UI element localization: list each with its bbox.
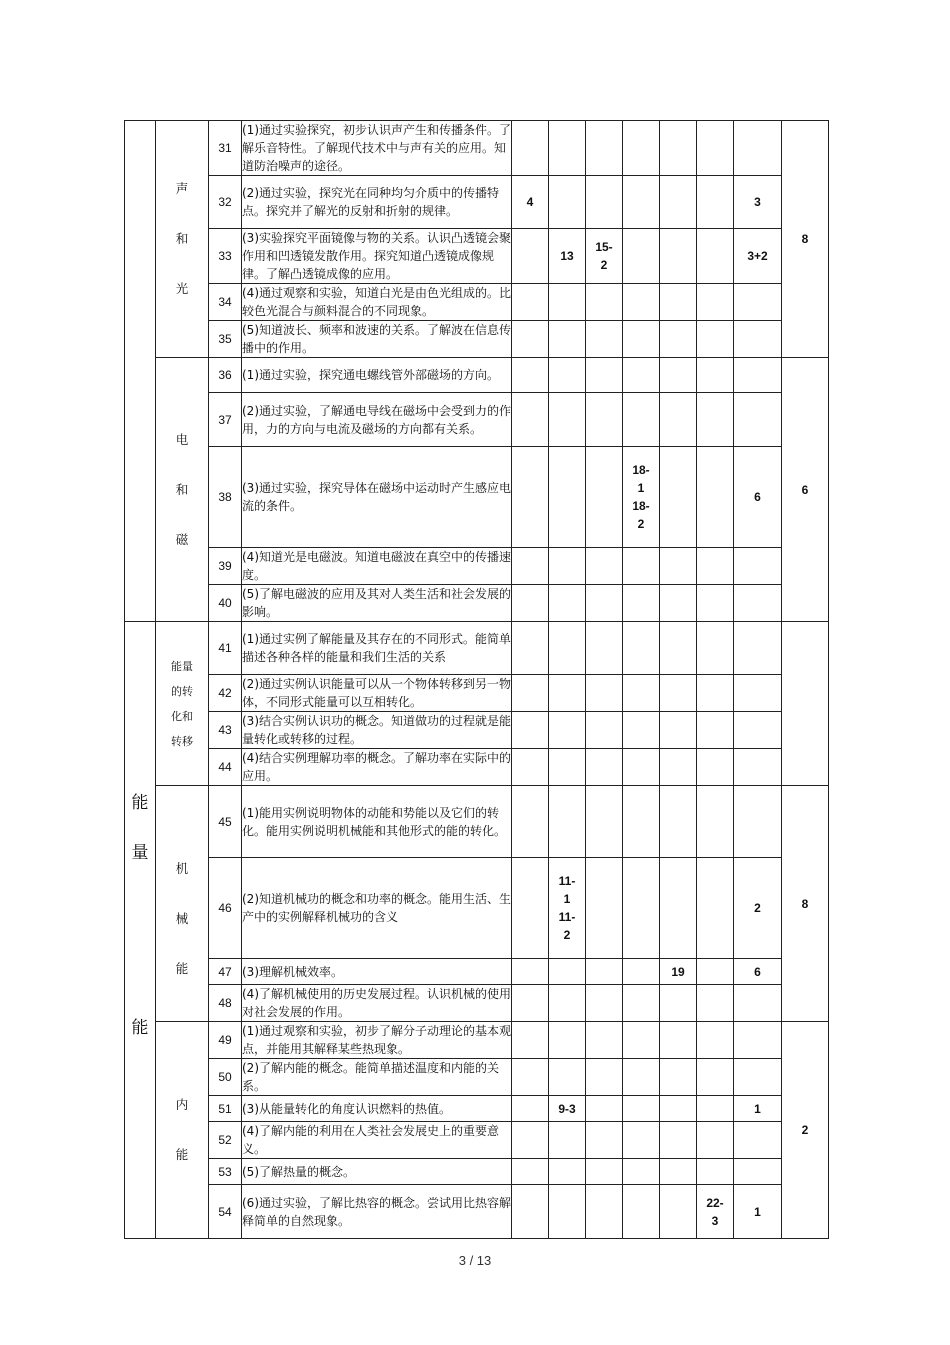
requirement-text: (3)理解机械效率。 xyxy=(242,959,512,985)
row-number: 34 xyxy=(209,284,242,321)
score-cell: 6 xyxy=(734,447,782,548)
requirement-text: (6)通过实验，了解比热容的概念。尝试用比热容解释简单的自然现象。 xyxy=(242,1185,512,1239)
row-number: 44 xyxy=(209,749,242,786)
subcategory-char: 化和 xyxy=(171,709,193,723)
subcategory-char: 能量 xyxy=(171,659,193,673)
row-number: 54 xyxy=(209,1185,242,1239)
main-category-char: 量 xyxy=(131,842,149,863)
row-number: 47 xyxy=(209,959,242,985)
main-category-energy xyxy=(125,622,156,1239)
row-number: 41 xyxy=(209,622,242,675)
subcategory-char: 声 xyxy=(175,181,189,196)
table-row xyxy=(125,749,829,786)
subcategory-char: 械 xyxy=(175,910,189,926)
requirement-text: (5)知道波长、频率和波速的关系。了解波在信息传播中的作用。 xyxy=(242,321,512,358)
subcategory-char: 和 xyxy=(175,231,189,246)
score-line: 18- xyxy=(632,499,650,513)
table-row xyxy=(125,358,829,393)
table-row xyxy=(125,858,829,959)
group-total: 2 xyxy=(782,1022,829,1239)
subcategory-char: 的转 xyxy=(171,684,193,698)
requirement-text: (4)结合实例理解功率的概念。了解功率在实际中的应用。 xyxy=(242,749,512,786)
score-cell: 9-3 xyxy=(549,1096,586,1122)
requirement-text: (3)实验探究平面镜像与物的关系。认识凸透镜会聚作用和凹透镜发散作用。探究知道凸透镜成像规律。了解凸透镜成像的应用。 xyxy=(242,229,512,284)
subcategory-char: 电 xyxy=(175,431,189,447)
subcategory-char: 磁 xyxy=(175,531,189,547)
requirement-text: (2)通过实例认识能量可以从一个物体转移到另一物体，不同形式能量可以互相转化。 xyxy=(242,675,512,712)
subcategory-char: 能 xyxy=(175,960,189,976)
table-row xyxy=(125,959,829,985)
score-line: 1 xyxy=(637,481,645,495)
score-line: 2 xyxy=(563,928,571,942)
score-line: 11- xyxy=(558,910,576,924)
score-line: 11- xyxy=(558,874,576,888)
requirement-text: (5)了解热量的概念。 xyxy=(242,1159,512,1185)
requirement-text: (3)通过实验，探究导体在磁场中运动时产生感应电流的条件。 xyxy=(242,447,512,548)
row-number: 52 xyxy=(209,1122,242,1159)
subcategory-energy-transfer xyxy=(156,622,209,786)
row-number: 35 xyxy=(209,321,242,358)
row-number: 46 xyxy=(209,858,242,959)
curriculum-table xyxy=(124,120,829,1239)
table-row xyxy=(125,321,829,358)
score-cell xyxy=(586,229,623,284)
score-cell: 2 xyxy=(734,858,782,959)
table-row xyxy=(125,1059,829,1096)
table-row xyxy=(125,121,829,176)
requirement-text: (5)了解电磁波的应用及其对人类生活和社会发展的影响。 xyxy=(242,585,512,622)
requirement-text: (4)知道光是电磁波。知道电磁波在真空中的传播速度。 xyxy=(242,548,512,585)
score-cell: 4 xyxy=(512,176,549,229)
score-cell: 19 xyxy=(660,959,697,985)
requirement-text: (1)能用实例说明物体的动能和势能以及它们的转化。能用实例说明机械能和其他形式的能的转化。 xyxy=(242,786,512,858)
subcategory-internal-energy xyxy=(156,1022,209,1239)
requirement-text: (3)从能量转化的角度认识燃料的热值。 xyxy=(242,1096,512,1122)
table-row xyxy=(125,1122,829,1159)
row-number: 39 xyxy=(209,548,242,585)
main-category-cell-empty xyxy=(125,121,156,622)
table-row xyxy=(125,786,829,858)
group-total: 6 xyxy=(782,358,829,622)
score-cell: 1 xyxy=(734,1096,782,1122)
score-cell xyxy=(697,1185,734,1239)
score-cell: 3 xyxy=(734,176,782,229)
score-cell xyxy=(549,858,586,959)
row-number: 49 xyxy=(209,1022,242,1059)
subcategory-char: 能 xyxy=(175,1147,189,1162)
table-row xyxy=(125,548,829,585)
subcategory-electricity-magnetism xyxy=(156,358,209,622)
score-cell: 13 xyxy=(549,229,586,284)
score-cell: 1 xyxy=(734,1185,782,1239)
table-row xyxy=(125,1185,829,1239)
score-cell: 3+2 xyxy=(734,229,782,284)
score-line: 2 xyxy=(637,517,645,531)
score-line: 15- xyxy=(595,240,613,254)
row-number: 51 xyxy=(209,1096,242,1122)
table-row xyxy=(125,447,829,548)
subcategory-char: 和 xyxy=(175,481,189,497)
table-row xyxy=(125,1159,829,1185)
main-category-char: 能 xyxy=(131,792,149,813)
score-line: 2 xyxy=(600,258,608,272)
row-number: 50 xyxy=(209,1059,242,1096)
table-row xyxy=(125,1096,829,1122)
subcategory-char: 内 xyxy=(175,1097,189,1112)
table-row xyxy=(125,712,829,749)
group-total: 8 xyxy=(782,786,829,1022)
subcategory-mechanical-energy xyxy=(156,786,209,1022)
requirement-text: (4)了解机械使用的历史发展过程。认识机械的使用对社会发展的作用。 xyxy=(242,985,512,1022)
page-number: 3 / 13 xyxy=(458,1253,492,1268)
row-number: 48 xyxy=(209,985,242,1022)
requirement-text: (2)通过实验，了解通电导线在磁场中会受到力的作用，力的方向与电流及磁场的方向都有关系。 xyxy=(242,393,512,447)
main-category-char: 能 xyxy=(131,1017,149,1038)
table-row xyxy=(125,284,829,321)
table-row xyxy=(125,622,829,675)
score-line: 1 xyxy=(563,892,571,906)
score-line: 3 xyxy=(711,1213,719,1228)
table-row xyxy=(125,176,829,229)
row-number: 38 xyxy=(209,447,242,548)
row-number: 45 xyxy=(209,786,242,858)
table-row xyxy=(125,585,829,622)
table-row xyxy=(125,393,829,447)
score-cell xyxy=(623,447,660,548)
requirement-text: (4)通过观察和实验，知道白光是由色光组成的。比较色光混合与颜料混合的不同现象。 xyxy=(242,284,512,321)
row-number: 53 xyxy=(209,1159,242,1185)
requirement-text: (1)通过实例了解能量及其存在的不同形式。能简单描述各种各样的能量和我们生活的关系 xyxy=(242,622,512,675)
requirement-text: (2)了解内能的概念。能简单描述温度和内能的关系。 xyxy=(242,1059,512,1096)
row-number: 36 xyxy=(209,358,242,393)
table-row xyxy=(125,675,829,712)
requirement-text: (1)通过实验，探究通电螺线管外部磁场的方向。 xyxy=(242,358,512,393)
table-row xyxy=(125,985,829,1022)
row-number: 42 xyxy=(209,675,242,712)
row-number: 32 xyxy=(209,176,242,229)
row-number: 40 xyxy=(209,585,242,622)
requirement-text: (2)知道机械功的概念和功率的概念。能用生活、生产中的实例解释机械功的含义 xyxy=(242,858,512,959)
table-row xyxy=(125,229,829,284)
row-number: 33 xyxy=(209,229,242,284)
requirement-text: (2)通过实验，探究光在同种均匀介质中的传播特点。探究并了解光的反射和折射的规律。 xyxy=(242,176,512,229)
score-cell: 6 xyxy=(734,959,782,985)
subcategory-char: 转移 xyxy=(171,734,193,748)
row-number: 31 xyxy=(209,121,242,176)
score-line: 18- xyxy=(632,463,650,477)
row-number: 37 xyxy=(209,393,242,447)
requirement-text: (1)通过实验探究，初步认识声产生和传播条件。了解乐音特性。了解现代技术中与声有关的应用。知道防治噪声的途径。 xyxy=(242,121,512,176)
subcategory-sound-light xyxy=(156,121,209,358)
requirement-text: (1)通过观察和实验，初步了解分子动理论的基本观点，并能用其解释某些热现象。 xyxy=(242,1022,512,1059)
requirement-text: (4)了解内能的利用在人类社会发展史上的重要意义。 xyxy=(242,1122,512,1159)
requirement-text: (3)结合实例认识功的概念。知道做功的过程就是能量转化或转移的过程。 xyxy=(242,712,512,749)
row-number: 43 xyxy=(209,712,242,749)
subcategory-char: 光 xyxy=(175,281,189,296)
subcategory-char: 机 xyxy=(175,860,189,876)
score-line: 22- xyxy=(706,1195,724,1210)
group-total-empty xyxy=(782,622,829,786)
table-row xyxy=(125,1022,829,1059)
group-total: 8 xyxy=(782,121,829,358)
